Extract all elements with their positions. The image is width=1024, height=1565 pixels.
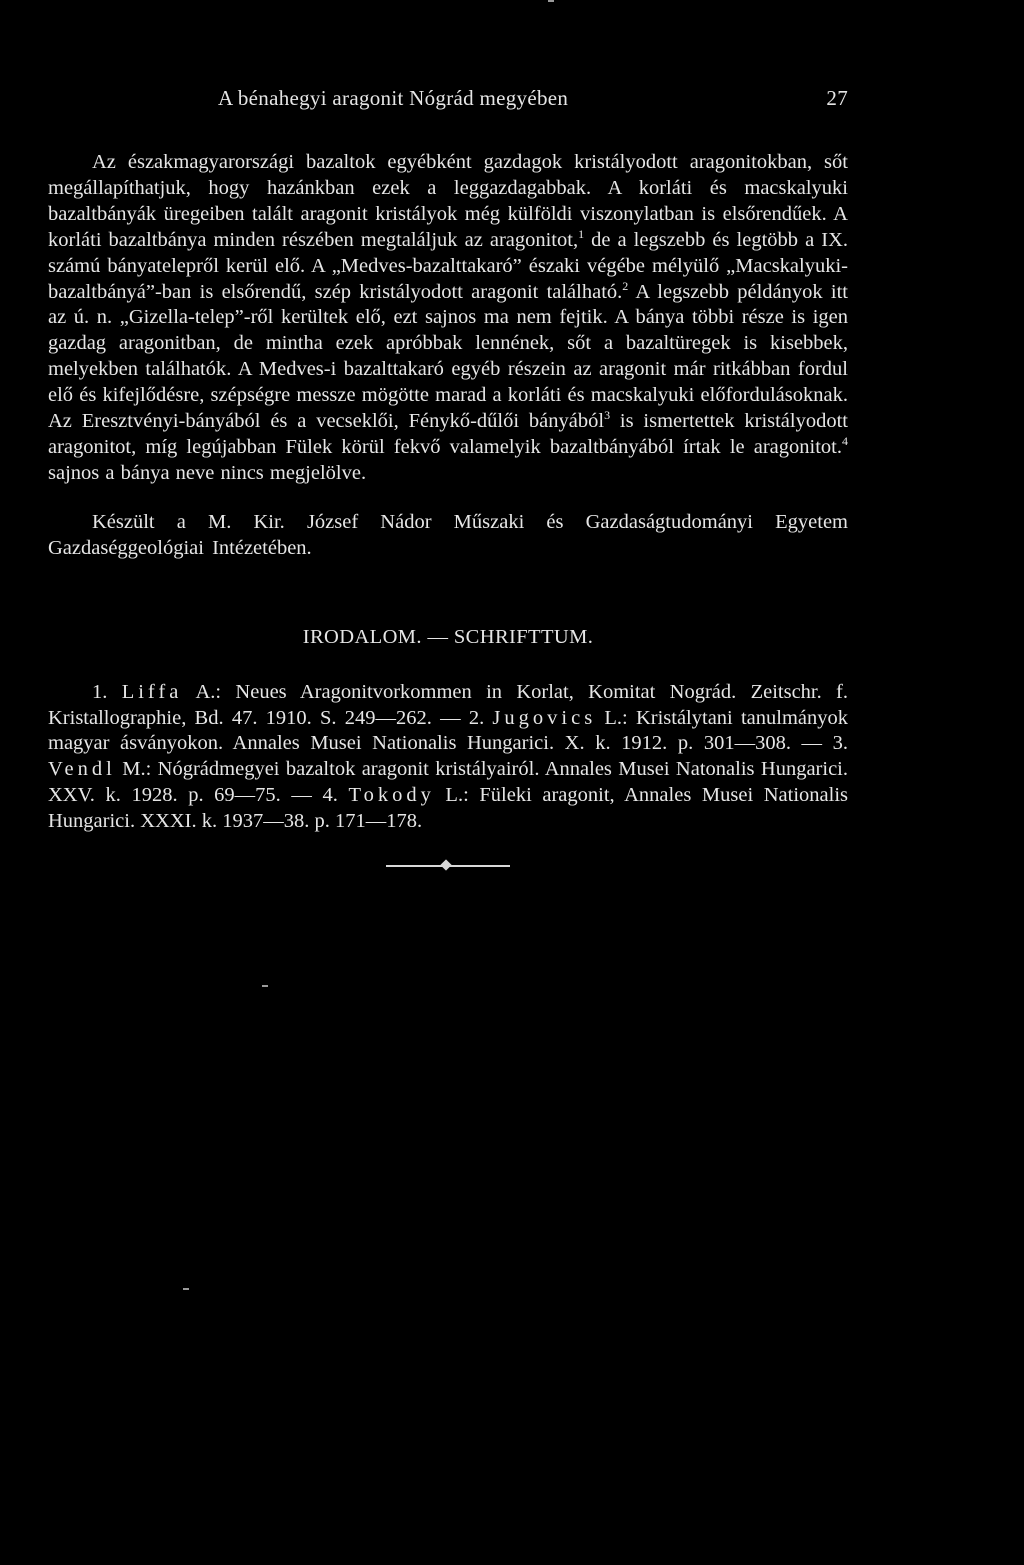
reference-number: 1. (92, 680, 108, 703)
body-text-part: sajnos a bánya neve nincs megjelölve. (48, 461, 367, 484)
reference-initial: L. (596, 706, 623, 729)
body-paragraph (48, 150, 848, 487)
reference-author: Tokody (348, 784, 435, 807)
reference-text: : Neues Aragonitvorkommen in Korlat, Komitat Nográd. Zeitschr. f. Kristallographie, Bd. 47. 1910. S. 249—262. — 2. (48, 680, 848, 729)
reference-text: : Kristálytani tanulmányok magyar ásványokon. Annales Musei Nationalis Hungarici. X. k. 1912. p. 301—308. — 3. (48, 706, 848, 755)
scan-speck (548, 0, 554, 2)
body-text-part: A legszebb példányok itt az ú. n. „Gizella-telep”-ről kerültek elő, ezt sajnos ma nem fejtik. A bánya többi része is igen gazdag aragonitban, de mintha ezek apróbbak lennének, sőt a bazaltüregek is kisebbek, melyekben találhatók. A Medves-i bazalttakaró egyéb részein az aragonit már ritkábban fordul elő és kifejlődésre, szépségre messze mögötte marad a korláti és macskalyuki előfordulásoknak. Az Eresztvényi-bányából és a vecseklői, Fénykő-dűlői bányából (48, 280, 848, 433)
page (48, 86, 848, 871)
running-head (48, 86, 848, 120)
reference-text: : Füleki aragonit, Annales Musei Nationalis Hungarici. XXXI. k. 1937—38. p. 171—178. (48, 784, 849, 833)
reference-initial: M. (115, 758, 146, 781)
references-heading: IRODALOM. — SCHRIFTTUM. (302, 625, 594, 648)
reference-initial: A. (182, 680, 216, 703)
reference-initial: L. (434, 784, 464, 807)
reference-author: Vendl (48, 758, 116, 781)
body-text-part: Az északmagyarországi bazaltok egyébként gazdagok kristályodott aragonitokban, sőt megállapíthatjuk, hogy hazánkban ezek a leggazdagabbak. A korláti és macskalyuki bazaltbányák üregeiben talált aragonit kristályok még külföldi viszonylatban is elsőrendűek. A korláti bazaltbánya minden részében megtaláljuk az aragonitot, (48, 151, 848, 251)
scan-speck (262, 985, 268, 987)
end-ornament (386, 861, 510, 871)
footnote-marker: 4 (842, 433, 848, 448)
footnote-marker: 3 (604, 408, 611, 423)
reference-author: Liffa (121, 680, 183, 703)
reference-author: Jugovics (492, 706, 597, 729)
body-text-part: de a legszebb és legtöbb a IX. számú bányatelepről kerül elő. A „Medves-bazalttakaró” északi végébe mélyülő „Macskalyuki-bazaltbányá”-ban is elsőrendű, szép kristályodott aragonit található. (48, 228, 848, 303)
scan-speck (183, 1288, 189, 1290)
body-text-part: is ismertettek kristályodott aragonitot, míg legújabban Fülek körül fekvő valamelyik bazaltbányából írtak le aragonitot. (48, 410, 848, 458)
footnote-marker: 1 (578, 226, 585, 241)
page-number: 27 (826, 86, 848, 110)
acknowledgement-paragraph: Készült a M. Kir. József Nádor Műszaki és Gazdaságtudományi Egyetem Gazdaséggeológiai Intézetében. (48, 510, 848, 559)
footnote-marker: 2 (622, 278, 629, 293)
reference-text: : Nógrádmegyei bazaltok aragonit kristályairól. Annales Musei Natonalis Hungarici. XXV. k. 1928. p. 69—75. — 4. (48, 758, 848, 807)
running-head-title: A bénahegyi aragonit Nógrád megyében (218, 86, 569, 110)
references-list (48, 680, 848, 835)
ornament-diamond (440, 859, 451, 870)
